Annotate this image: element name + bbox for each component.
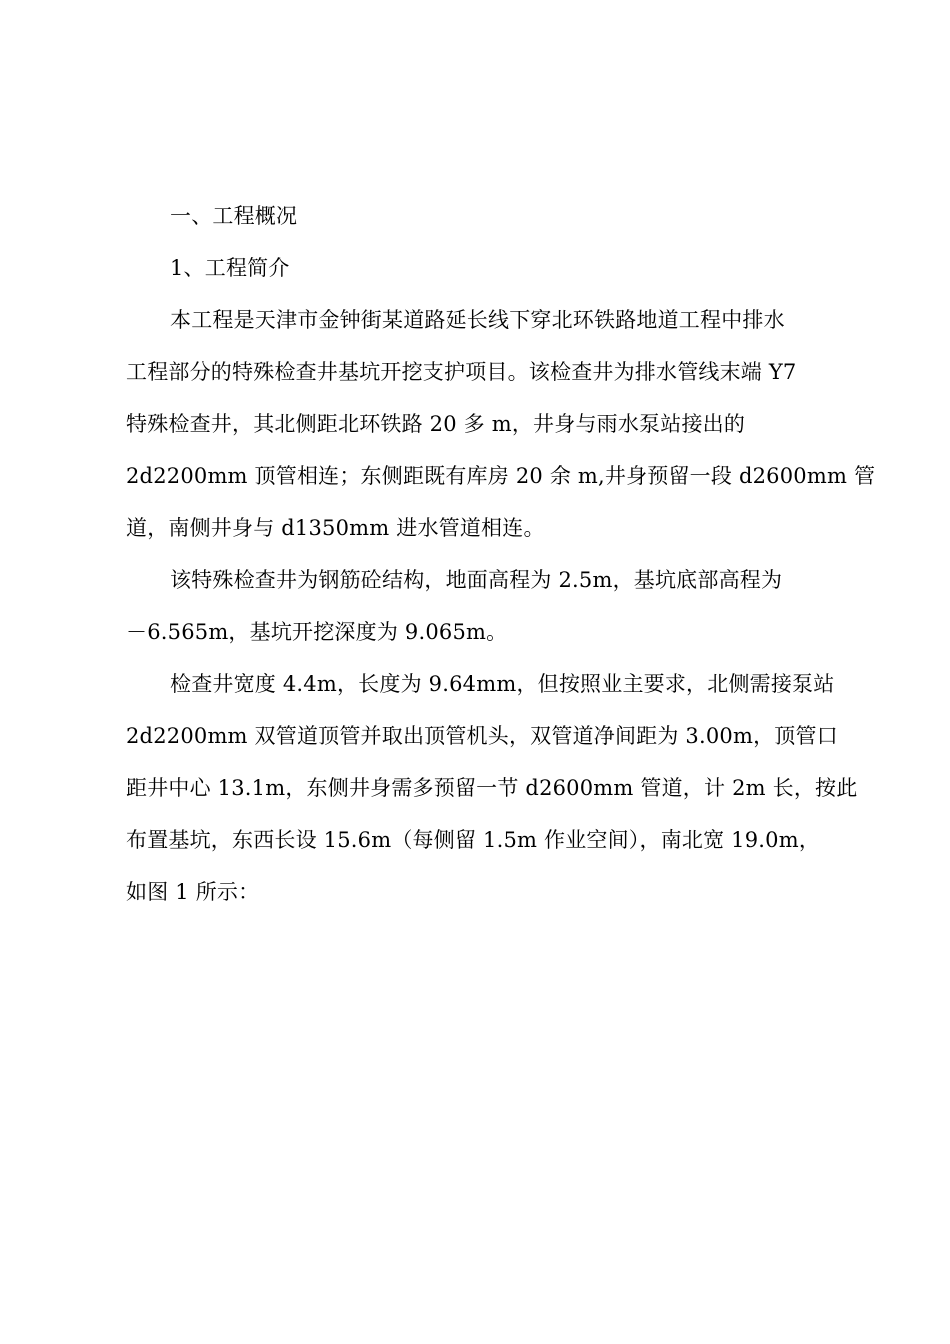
paragraph-line: 2d2200mm 双管道顶管并取出顶管机头，双管道净间距为 3.00m，顶管口 (126, 724, 838, 748)
paragraph-line: 工程部分的特殊检查井基坑开挖支护项目。该检查井为排水管线末端 Y7 (126, 360, 797, 384)
paragraph-line: 2d2200mm 顶管相连；东侧距既有库房 20 余 m,井身预留一段 d2600mm 管 (126, 464, 876, 488)
paragraph-line: 该特殊检查井为钢筋砼结构，地面高程为 2.5m，基坑底部高程为 (170, 568, 783, 592)
paragraph-line: 道，南侧井身与 d1350mm 进水管道相连。 (126, 516, 545, 540)
paragraph-line: 如图 1 所示： (126, 880, 260, 904)
paragraph-project-intro (126, 300, 876, 560)
paragraph-line: 检查井宽度 4.4m，长度为 9.64mm，但按照业主要求，北侧需接泵站 (170, 672, 835, 696)
subsection-heading: 1、工程简介 (170, 256, 290, 280)
paragraph-structure (126, 560, 826, 664)
paragraph-line: 特殊检查井，其北侧距北环铁路 20 多 m，井身与雨水泵站接出的 (126, 412, 746, 436)
document-body (126, 196, 876, 924)
paragraph-line: 本工程是天津市金钟街某道路延长线下穿北环铁路地道工程中排水 (170, 308, 785, 332)
paragraph-line: 距井中心 13.1m，东侧井身需多预留一节 d2600mm 管道，计 2m 长，按此 (126, 776, 858, 800)
paragraph-line: －6.565m，基坑开挖深度为 9.065m。 (126, 620, 508, 644)
paragraph-dimensions (126, 664, 858, 924)
paragraph-line: 布置基坑，东西长设 15.6m（每侧留 1.5m 作业空间），南北宽 19.0m， (126, 828, 821, 852)
section-heading: 一、工程概况 (170, 204, 298, 228)
